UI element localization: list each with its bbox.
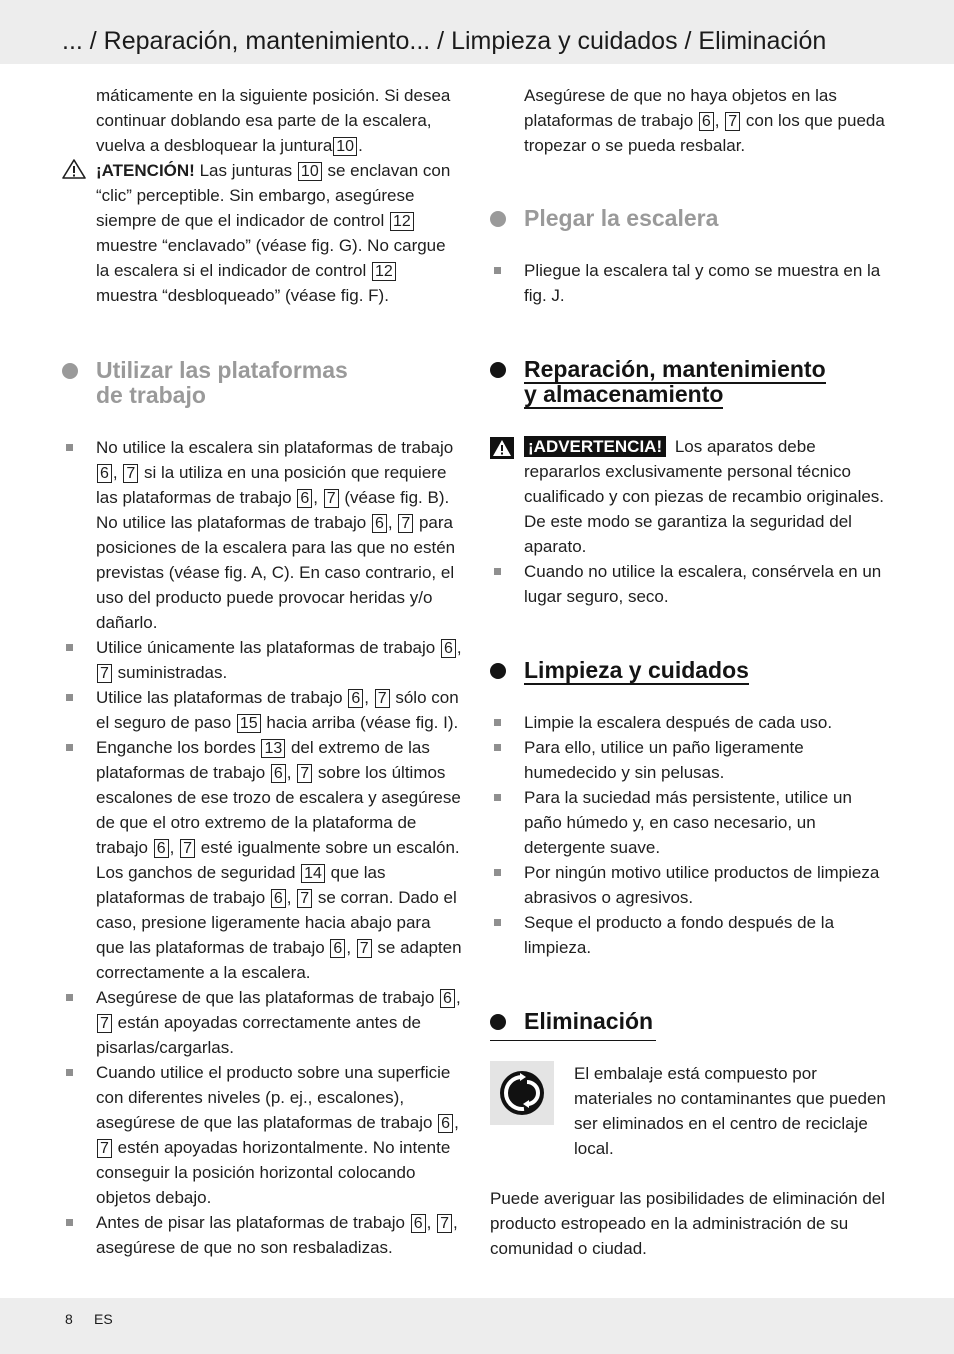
text: Utilice únicamente las plataformas de trabajo <box>96 638 440 657</box>
text: Utilice las plataformas de trabajo <box>96 688 348 707</box>
section-heading-disposal <box>490 1009 890 1036</box>
ref-number: 10 <box>298 162 322 181</box>
list-item: Seque el producto a fondo después de la limpieza. <box>490 910 890 960</box>
packaging-text: El embalaje está compuesto por materiales no contaminantes que pueden ser eliminados en el centro de reciclaje local. <box>574 1064 886 1158</box>
bullet-dot-icon <box>490 362 506 378</box>
left-column <box>62 83 462 1260</box>
warning-triangle-icon <box>492 439 512 457</box>
text: sólo con el seguro de paso <box>96 688 459 732</box>
section-heading-fold <box>490 206 890 231</box>
list-item <box>62 685 462 735</box>
heading-line: y almacenamiento <box>524 381 724 407</box>
ref-number: 6 <box>440 989 455 1008</box>
text: Los aparatos debe repararlos exclusivamente personal técnico cualificado y con piezas de recambio originales. De este modo se garantiza la seguridad del aparato. <box>524 437 885 556</box>
text: con los que pueda tropezar o se pueda resbalar. <box>524 111 885 155</box>
text: para posiciones de la escalera para las que no estén previstas (véase fig. A, C). En caso contrario, el uso del producto puede provocar heridas y/o dañarlo. <box>96 513 456 632</box>
text: máticamente en la siguiente posición. Si desea continuar doblando esa parte de la escalera, vuelva a desbloquear la juntura <box>96 86 451 155</box>
right-column <box>490 83 890 1261</box>
text: Enganche los bordes <box>96 738 261 757</box>
text: , <box>455 988 461 1007</box>
ref-number: 7 <box>398 514 413 533</box>
product-disposal-text: Puede averiguar las posibilidades de eliminación del producto estropeado en la administración de su comunidad o ciudad. <box>490 1189 886 1258</box>
section-heading-repair <box>490 357 890 407</box>
text: . <box>358 136 363 155</box>
list-item <box>62 985 462 1060</box>
ref-number: 6 <box>699 112 714 131</box>
ref-number: 7 <box>375 689 390 708</box>
list-item <box>62 735 462 985</box>
text: si la utiliza en una posición que requiere las plataformas de trabajo <box>96 463 447 507</box>
page-title: ... / Reparación, mantenimiento... / Limpieza y cuidados / Eliminación <box>62 27 827 55</box>
text: , <box>286 888 297 907</box>
text: , <box>346 938 356 957</box>
text: , <box>313 488 323 507</box>
text: muestre “enclavado” (véase fig. G). No cargue la escalera si el indicador de control <box>96 236 446 280</box>
text: , <box>286 763 297 782</box>
text: del extremo de las plataformas de trabajo <box>96 738 430 782</box>
text: se adapten correctamente a la escalera. <box>96 938 462 982</box>
text: , <box>169 838 180 857</box>
bullet-dot-icon <box>490 211 506 227</box>
text: , <box>714 111 725 130</box>
warning-paragraph <box>490 434 890 559</box>
page-number: 8 <box>65 1311 73 1327</box>
heading-line: Reparación, mantenimiento <box>524 356 826 382</box>
ref-number: 12 <box>390 212 414 231</box>
text: No utilice la escalera sin plataformas de trabajo <box>96 438 454 457</box>
ref-number: 6 <box>271 764 286 783</box>
ref-number: 6 <box>97 464 112 483</box>
ref-number: 7 <box>297 764 312 783</box>
text: , <box>364 688 374 707</box>
text: , <box>112 463 123 482</box>
ref-number: 7 <box>123 464 138 483</box>
attention-paragraph <box>62 158 462 308</box>
text: sobre los últimos escalones de ese trozo de escalera y asegúrese de que el otro extremo de la plataforma de trabajo <box>96 763 461 857</box>
ref-number: 7 <box>324 489 339 508</box>
ref-number: 14 <box>301 864 325 883</box>
section-heading-platforms <box>62 358 462 408</box>
ref-number: 7 <box>97 1014 112 1033</box>
list-item <box>62 635 462 685</box>
list-item: Limpie la escalera después de cada uso. <box>490 710 890 735</box>
ref-number: 6 <box>372 514 387 533</box>
text: suministradas. <box>112 663 228 682</box>
ref-number: 6 <box>330 939 345 958</box>
warning-badge-icon <box>490 437 514 459</box>
text: Cuando utilice el producto sobre una superficie con diferentes niveles (p. ej., escalones), asegúrese de que las plataformas de trabajo <box>96 1063 451 1132</box>
ref-number: 7 <box>437 1214 452 1233</box>
warning-triangle-icon <box>62 158 86 180</box>
text: , <box>426 1213 437 1232</box>
heading-line: Eliminación <box>524 1008 654 1034</box>
bullet-dot-icon <box>490 663 506 679</box>
text: están apoyadas correctamente antes de pisarlas/cargarlas. <box>96 1013 421 1057</box>
heading-line: Limpieza y cuidados <box>524 657 749 683</box>
ref-number: 12 <box>372 262 396 281</box>
ref-number: 7 <box>725 112 740 131</box>
ref-number: 13 <box>261 739 285 758</box>
text: , <box>454 1113 459 1132</box>
ref-number: 6 <box>297 489 312 508</box>
text: esté igualmente sobre un escalón. Los ganchos de seguridad <box>96 838 460 882</box>
ref-number: 6 <box>438 1114 453 1133</box>
list-item <box>62 1060 462 1210</box>
text: , asegúrese de que no son resbaladizas. <box>96 1213 458 1257</box>
ref-number: 7 <box>97 664 112 683</box>
disposal-packaging <box>490 1061 890 1161</box>
intro-paragraph <box>490 83 890 158</box>
heading-line: Plegar la escalera <box>524 205 719 231</box>
ref-number: 10 <box>333 137 357 156</box>
text: Asegúrese de que las plataformas de trabajo <box>96 988 440 1007</box>
footer-band <box>0 1298 954 1354</box>
bullet-dot-icon <box>62 363 78 379</box>
section-heading-cleaning <box>490 658 890 683</box>
ref-number: 7 <box>180 839 195 858</box>
ref-number: 6 <box>348 689 363 708</box>
recycling-icon <box>490 1061 554 1125</box>
text: hacia arriba (véase fig. I). <box>261 713 459 732</box>
text: Antes de pisar las plataformas de trabajo <box>96 1213 410 1232</box>
text: estén apoyadas horizontalmente. No intente conseguir la posición horizontal colocando objetos debajo. <box>96 1138 451 1207</box>
text: se corran. Dado el caso, presione ligeramente hacia abajo para que las plataformas de trabajo <box>96 888 457 957</box>
heading-line: de trabajo <box>96 382 206 408</box>
warning-label: ¡ADVERTENCIA! <box>524 436 666 457</box>
list-item <box>62 1210 462 1260</box>
list-item: Para la suciedad más persistente, utilice un paño húmedo y, en caso necesario, un detergente suave. <box>490 785 890 860</box>
green-dot-icon <box>499 1070 545 1116</box>
text: se enclavan con “clic” perceptible. Sin embargo, asegúrese siempre de que el indicador de control <box>96 161 451 230</box>
list-item: Pliegue la escalera tal y como se muestra en la fig. J. <box>490 258 890 308</box>
text: Asegúrese de que no haya objetos en las plataformas de trabajo <box>524 86 837 130</box>
ref-number: 7 <box>297 889 312 908</box>
ref-number: 7 <box>357 939 372 958</box>
list-item: Para ello, utilice un paño ligeramente humedecido y sin pelusas. <box>490 735 890 785</box>
text: (véase fig. B). No utilice las plataformas de trabajo <box>96 488 450 532</box>
list-item: Por ningún motivo utilice productos de limpieza abrasivos o agresivos. <box>490 860 890 910</box>
text: , <box>456 638 462 657</box>
text: que las plataformas de trabajo <box>96 863 386 907</box>
text: muestra “desbloqueado” (véase fig. F). <box>96 286 389 305</box>
language-code: ES <box>94 1311 113 1327</box>
ref-number: 6 <box>411 1214 426 1233</box>
heading-line: Utilizar las plataformas <box>96 357 348 383</box>
ref-number: 7 <box>97 1139 112 1158</box>
bullet-dot-icon <box>490 1014 506 1030</box>
ref-number: 6 <box>271 889 286 908</box>
text: , <box>387 513 398 532</box>
attention-label: ¡ATENCIÓN! <box>96 161 195 180</box>
list-item <box>62 435 462 635</box>
ref-number: 15 <box>237 714 261 733</box>
ref-number: 6 <box>441 639 456 658</box>
intro-paragraph <box>62 83 462 158</box>
list-item: Cuando no utilice la escalera, consérvela en un lugar seguro, seco. <box>490 559 890 609</box>
text: Las junturas <box>194 161 293 180</box>
ref-number: 6 <box>154 839 169 858</box>
